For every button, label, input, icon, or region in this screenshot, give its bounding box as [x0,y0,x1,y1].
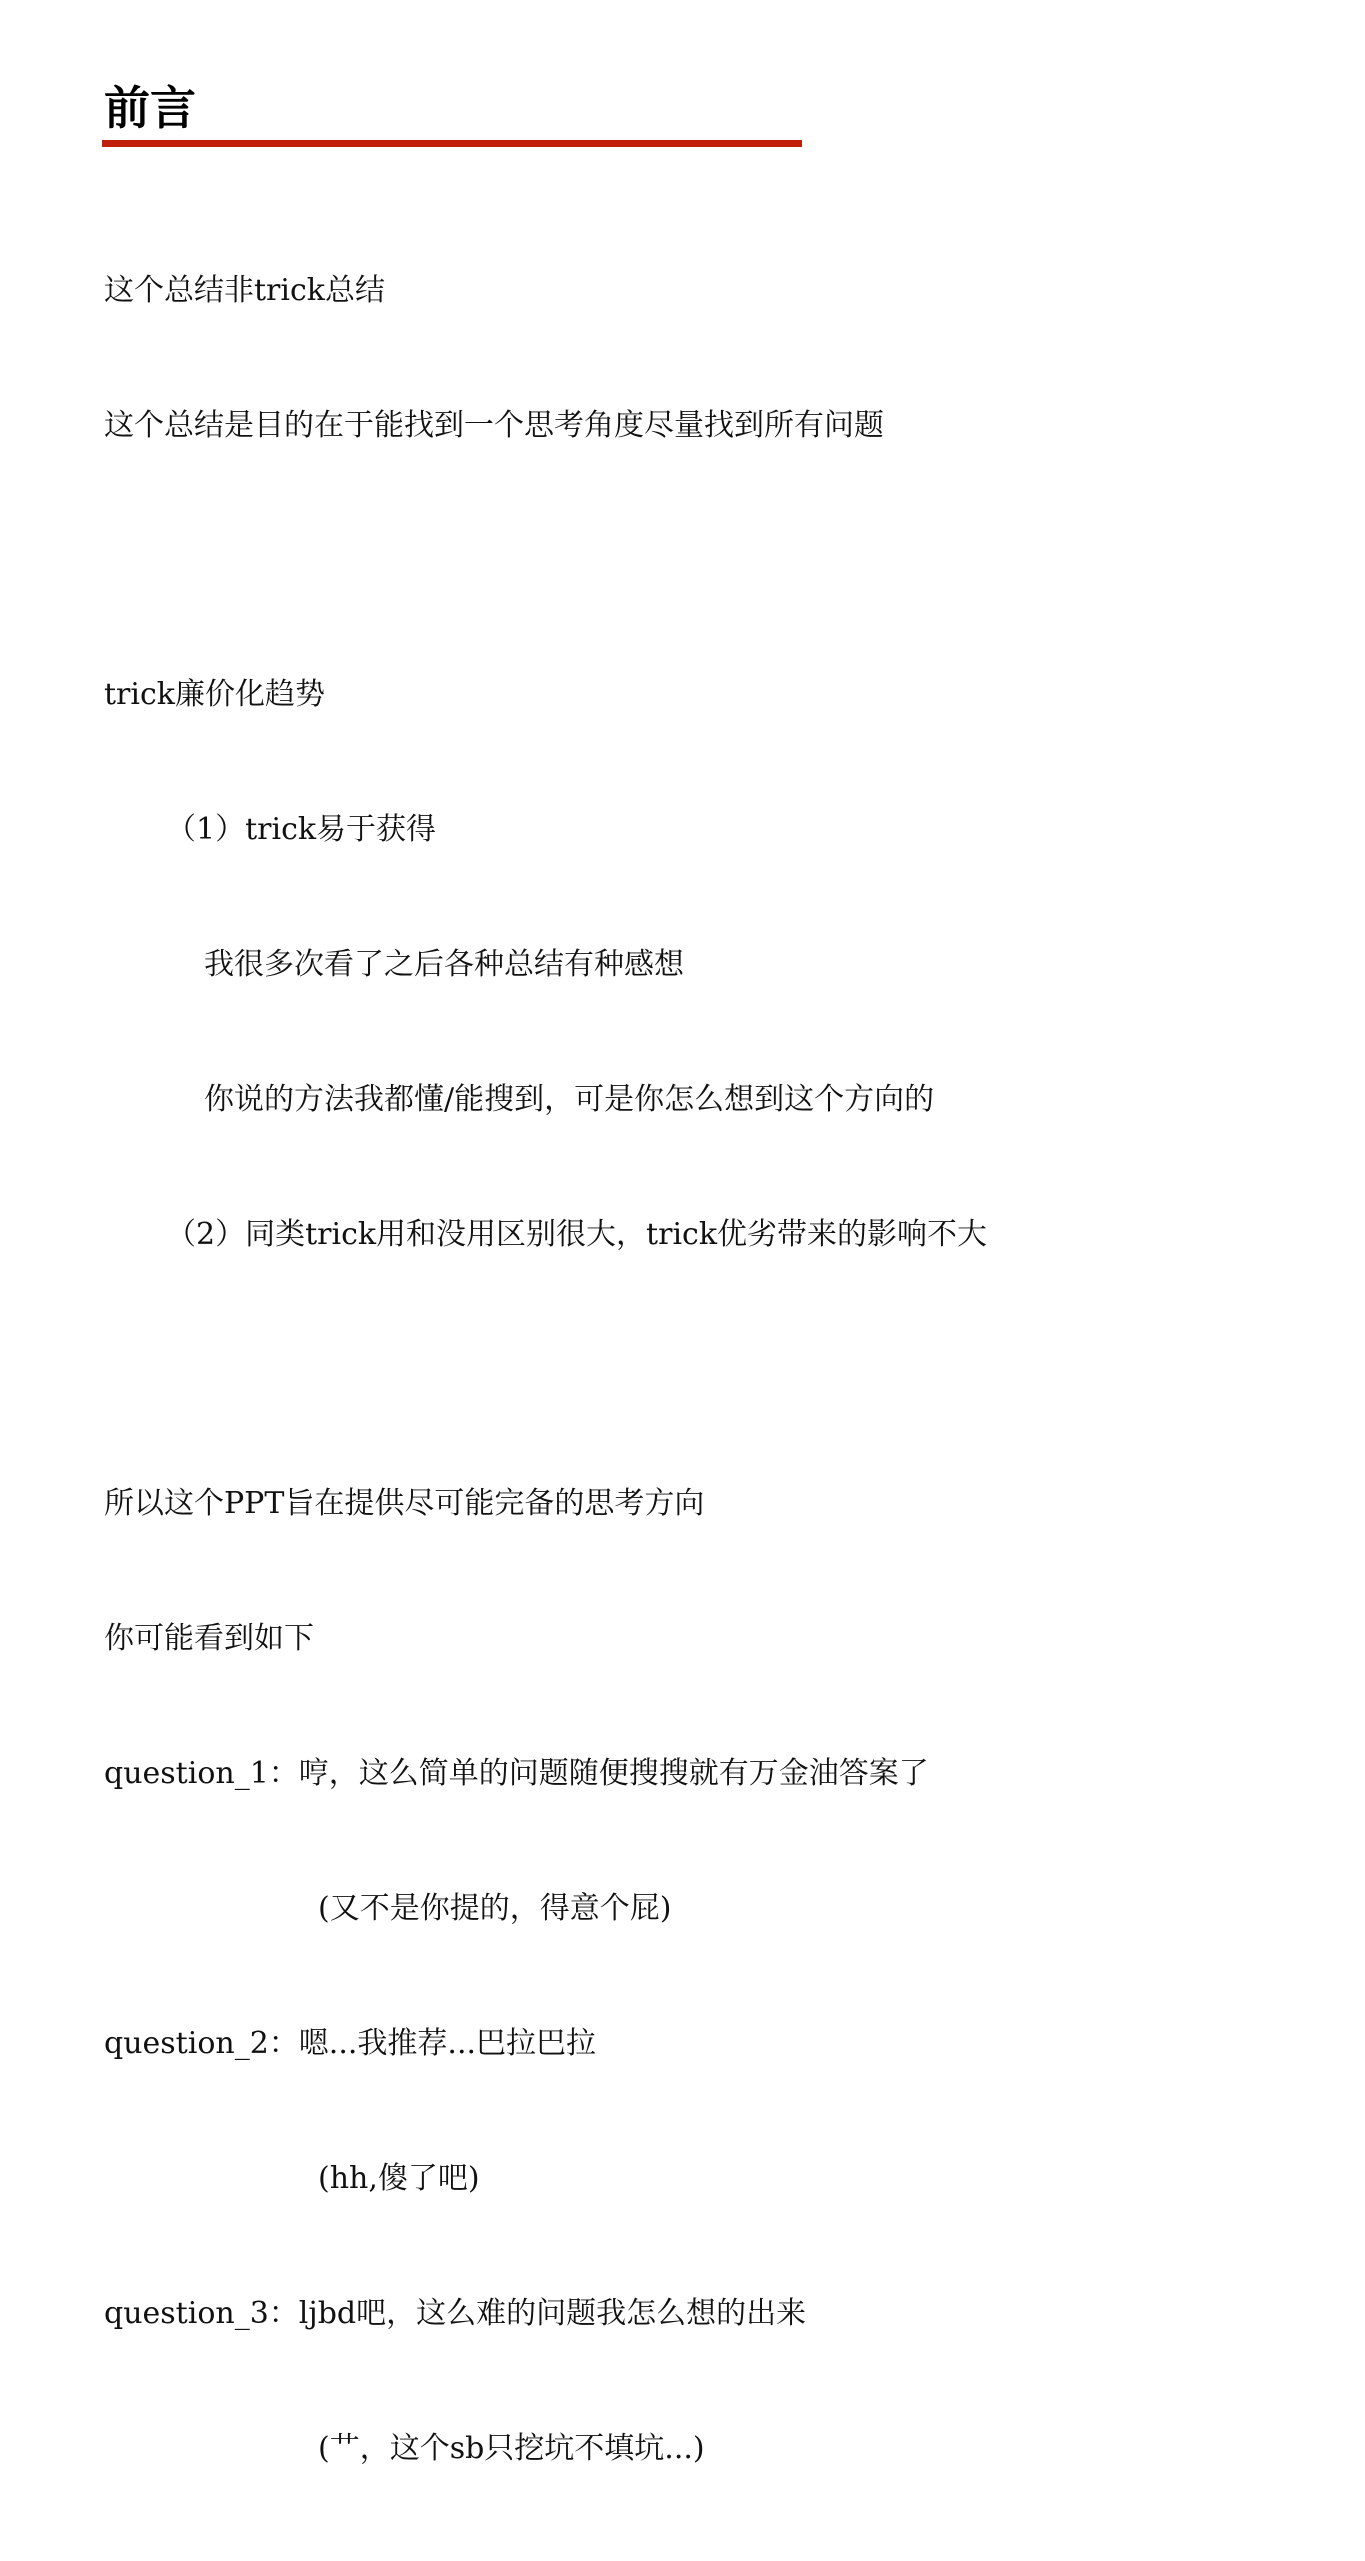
text-line-4: （1）trick易于获得 [166,812,437,847]
question-2-line: question_2：嗯...我推荐...巴拉巴拉 [104,2026,597,2061]
text-line-2: 这个总结是目的在于能找到一个思考角度尽量找到所有问题 [104,408,884,443]
question-2-aside: (hh,傻了吧) [318,2161,480,2196]
question-3-line: question_3：ljbd吧，这么难的问题我怎么想的出来 [104,2296,807,2331]
text-line-3: trick廉价化趋势 [104,677,325,712]
text-line-6: 你说的方法我都懂/能搜到，可是你怎么想到这个方向的 [204,1082,935,1117]
slide-title: 前言 [104,81,196,135]
slide-body [104,178,1344,2561]
question-1-line: question_1：哼，这么简单的问题随便搜搜就有万金油答案了 [104,1756,929,1791]
question-1-aside: (又不是你提的，得意个屁) [318,1891,672,1926]
text-line-5: 我很多次看了之后各种总结有种感想 [204,947,684,982]
title-underline [102,140,802,147]
text-line-9: 你可能看到如下 [104,1621,314,1656]
text-line-7: （2）同类trick用和没用区别很大，trick优劣带来的影响不大 [166,1217,988,1252]
text-line-8: 所以这个PPT旨在提供尽可能完备的思考方向 [104,1486,705,1521]
text-line-1: 这个总结非trick总结 [104,273,385,308]
blank-line [104,1347,1344,1391]
blank-line [104,538,1344,582]
question-3-aside: (艹，这个sb只挖坑不填坑...) [318,2431,705,2466]
